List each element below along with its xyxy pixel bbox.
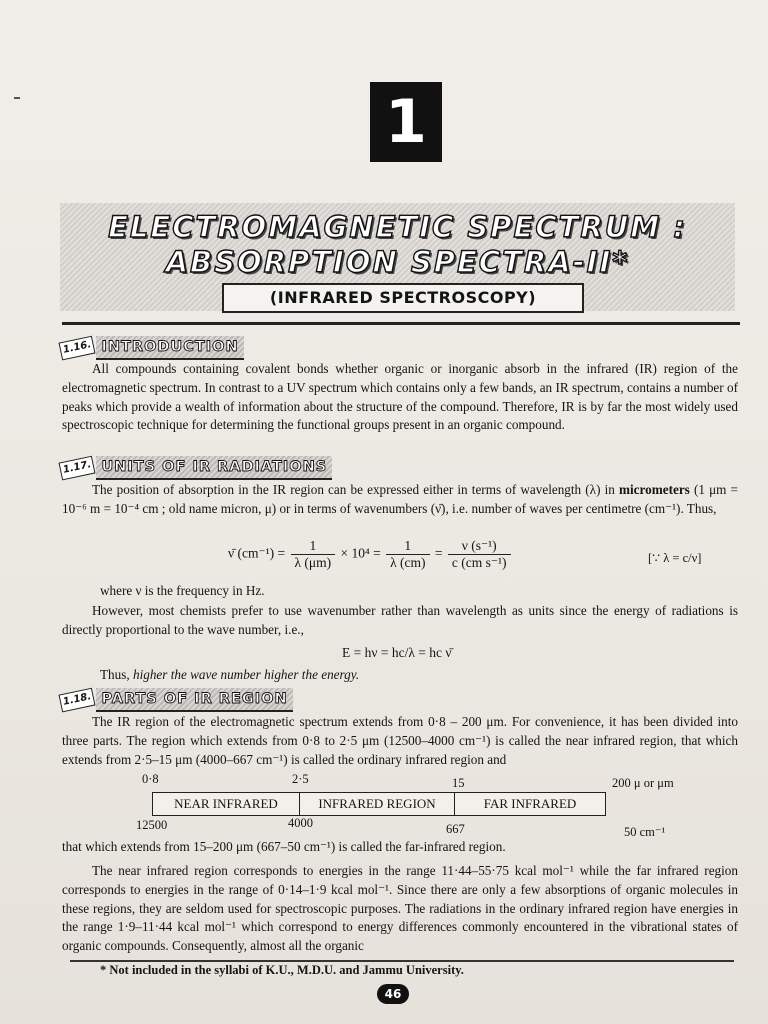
- eq-f2-num: 1: [386, 538, 429, 555]
- units-text-bold: micrometers: [619, 482, 690, 497]
- eq-equals: =: [434, 545, 443, 561]
- bottom-tick: 4000: [288, 816, 313, 830]
- section-title: INTRODUCTION: [96, 336, 243, 360]
- region-near-infrared: NEAR INFRARED: [153, 793, 300, 815]
- eq-f3-num: ν (s⁻¹): [448, 538, 511, 555]
- chapter-subtitle: (INFRARED SPECTROSCOPY): [222, 283, 584, 313]
- footnote-rule: [70, 960, 734, 962]
- eq-f1-den: λ (μm): [294, 555, 332, 570]
- far-ir-line: that which extends from 15–200 μm (667–50 cm⁻¹) is called the far-infrared region.: [62, 839, 506, 854]
- section-title: PARTS OF IR REGION: [96, 688, 292, 712]
- footnote: * Not included in the syllabi of K.U., M.D.U. and Jammu University.: [100, 963, 464, 977]
- bottom-tick: 50 cm⁻¹: [624, 825, 666, 839]
- section-number: 1.17.: [59, 456, 96, 481]
- ir-region-diagram: [152, 792, 606, 816]
- chapter-title-line2: ABSORPTION SPECTRA-II*: [165, 245, 630, 279]
- section-heading-introduction: [60, 336, 244, 358]
- units-text-post: (1 μm = 10⁻⁶ m = 10⁻⁴ cm ; old name micron, μ) or in terms of wavenumbers (ν̄), i.e. number of waves per centimetre (cm⁻¹). Thus,: [62, 482, 738, 516]
- eq-fraction-3: [448, 538, 511, 571]
- section-number: 1.16.: [59, 336, 96, 361]
- page-number: 46: [377, 984, 409, 1004]
- chapter-number: 1: [370, 82, 442, 162]
- eq-f1-num: 1: [291, 538, 336, 555]
- top-tick: 2·5: [292, 772, 309, 786]
- margin-mark: [14, 97, 20, 99]
- units-paragraph: [62, 481, 738, 519]
- thus-line: [100, 666, 700, 685]
- top-tick: 0·8: [142, 772, 159, 786]
- introduction-paragraph: All compounds containing covalent bonds whether organic or inorganic absorb in the infrared (IR) region of the electromagnetic spectrum. In contrast to a UV spectrum which contains only a few bands, an IR spectrum, contains a number of peaks which provide a wealth of information about the structure of the compound. Therefore, IR is by far the most widely used spectroscopic technique for determining the functional groups present in an organic compound.: [62, 361, 738, 433]
- bottom-tick: 12500: [136, 818, 168, 832]
- section-heading-parts: [60, 688, 293, 710]
- region-far-infrared: FAR INFRARED: [483, 796, 577, 811]
- eq-lhs: ν̄ (cm⁻¹) =: [228, 545, 286, 561]
- however-paragraph: However, most chemists prefer to use wavenumber rather than wavelength as units since the energy of radiations is directly proportional to the wave number, i.e.,: [62, 603, 738, 637]
- eq-f3-den: c (cm s⁻¹): [451, 555, 507, 570]
- chapter-title-line1: ELECTROMAGNETIC SPECTRUM :: [108, 210, 687, 244]
- bottom-tick: 667: [446, 822, 465, 836]
- eq-fraction-2: [386, 538, 429, 571]
- thus-pre: Thus,: [100, 667, 133, 682]
- section-heading-units: [60, 456, 332, 478]
- title-rule: [62, 322, 740, 325]
- energy-equation: E = hν = hc/λ = hc ν̄: [342, 645, 452, 660]
- section-number: 1.18.: [59, 688, 96, 713]
- top-tick: 15: [452, 776, 465, 790]
- eq-note: [∵ λ = c/ν]: [648, 551, 702, 565]
- thus-italic: higher the wave number higher the energy.: [132, 667, 360, 682]
- region-infrared: INFRARED REGION: [300, 793, 455, 815]
- energies-paragraph: The near infrared region corresponds to energies in the range 11·44–55·75 kcal mol⁻¹ while the far infrared region corresponds to energies in the range of 0·14–1·9 kcal mol⁻¹. Since there are only a few absorptions of organic molecules in these regions, they are seldom used for spectroscopic purposes. The radiations in the ordinary infrared region have energies in the range 1·9–11·44 kcal mol⁻¹ which correspond to energy differences commonly encountered in the vibrational states of organic compounds. Consequently, almost all the organic: [62, 863, 738, 954]
- wavenumber-equation: [228, 538, 513, 571]
- eq-fraction-1: [291, 538, 336, 571]
- section-title: UNITS OF IR RADIATIONS: [96, 456, 332, 480]
- where-line: where ν is the frequency in Hz.: [100, 583, 265, 598]
- eq-f2-den: λ (cm): [390, 555, 426, 570]
- units-text-pre: The position of absorption in the IR region can be expressed either in terms of wavelength (λ) in: [92, 482, 620, 497]
- top-tick: 200 μ or μm: [612, 776, 674, 790]
- eq-mid: × 10⁴ =: [340, 545, 381, 561]
- parts-paragraph: The IR region of the electromagnetic spectrum extends from 0·8 – 200 μm. For convenience, it has been divided into three parts. The region which extends from 0·8 to 2·5 μm (12500–4000 cm⁻¹) is called the near infrared region, that which extends from 2·5–15 μm (4000–667 cm⁻¹) is called the ordinary infrared region and: [62, 714, 738, 767]
